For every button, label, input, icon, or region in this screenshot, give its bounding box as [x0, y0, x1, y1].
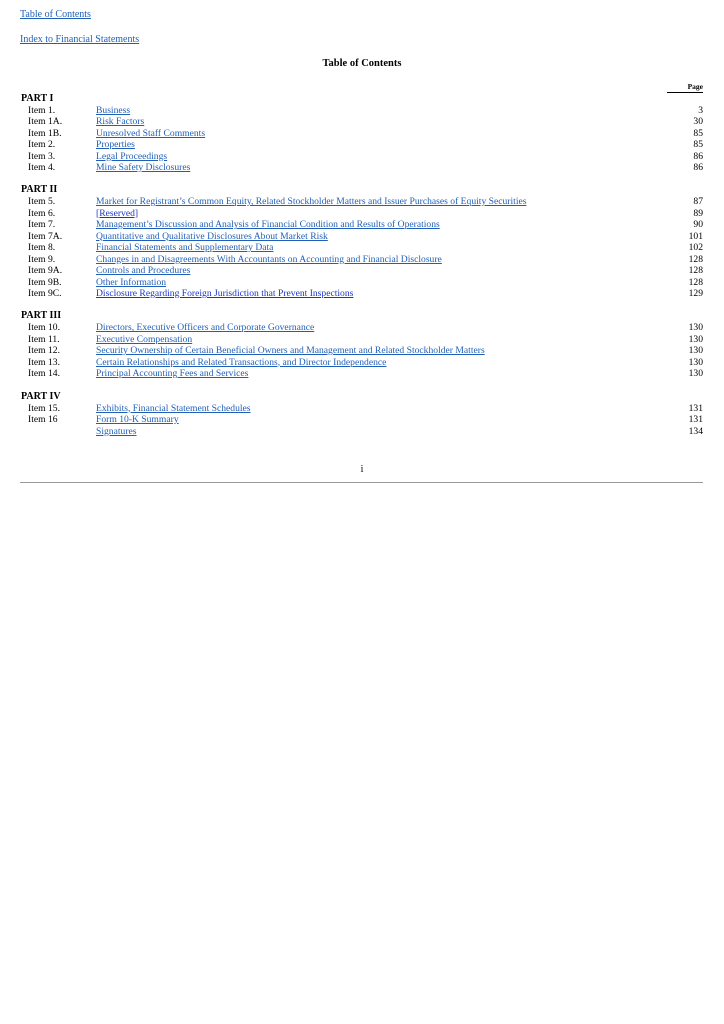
- item-number: Item 15.: [28, 402, 60, 414]
- page-number: 86: [693, 150, 703, 162]
- toc-entry-link[interactable]: Legal Proceedings: [96, 150, 168, 162]
- item-number: Item 7.: [28, 219, 56, 230]
- page-title: Table of Contents: [322, 58, 402, 69]
- toc-entry-link[interactable]: Management’s Discussion and Analysis of Financial Condition and Results of Operations: [96, 219, 440, 230]
- page-number: 130: [688, 356, 703, 368]
- page-number: 89: [693, 207, 703, 219]
- page-number: 87: [693, 196, 703, 207]
- toc-row: [0, 265, 724, 277]
- page-number: 130: [688, 322, 703, 333]
- toc-row: [0, 357, 724, 369]
- toc-entry-link[interactable]: Exhibits, Financial Statement Schedules: [96, 402, 251, 414]
- index-to-financial-statements-link[interactable]: Index to Financial Statements: [20, 34, 140, 45]
- toc-entry-link[interactable]: Unresolved Staff Comments: [96, 127, 206, 139]
- toc-row: [0, 116, 724, 128]
- page-number: 131: [688, 414, 703, 425]
- item-number: Item 2.: [28, 139, 56, 150]
- item-number: Item 9B.: [28, 276, 62, 288]
- item-number: Item 14.: [28, 368, 60, 379]
- page-number: 101: [688, 230, 703, 242]
- toc-row: [0, 426, 724, 438]
- footer-page-number: i: [360, 464, 364, 475]
- toc-row: [0, 219, 724, 231]
- toc-row: [0, 403, 724, 415]
- toc-entry-link[interactable]: Principal Accounting Fees and Services: [96, 368, 249, 379]
- item-number: Item 9C.: [28, 288, 62, 299]
- toc-row: [0, 196, 724, 208]
- toc-row: [0, 105, 724, 117]
- toc-entry-link[interactable]: Controls and Procedures: [96, 265, 191, 276]
- toc-row: [0, 254, 724, 266]
- toc-row: [0, 231, 724, 243]
- toc-entry-link[interactable]: Directors, Executive Officers and Corporate Governance: [96, 322, 315, 333]
- page-number: 130: [688, 333, 703, 345]
- toc-row: [0, 128, 724, 140]
- part-heading: PART I: [21, 93, 54, 104]
- item-number: Item 3.: [28, 150, 56, 162]
- part-heading: PART III: [21, 310, 62, 321]
- toc-entry-link[interactable]: Signatures: [96, 425, 137, 437]
- toc-entry-link[interactable]: Other Information: [96, 276, 167, 288]
- toc-row: [0, 208, 724, 220]
- item-number: Item 12.: [28, 345, 60, 356]
- item-number: Item 1B.: [28, 127, 62, 139]
- part-heading: PART IV: [21, 391, 61, 402]
- item-number: Item 1A.: [28, 116, 63, 127]
- page-divider: [20, 482, 703, 483]
- part-heading: PART II: [21, 184, 58, 195]
- toc-entry-link[interactable]: Changes in and Disagreements With Accountants on Accounting and Financial Disclosure: [96, 253, 442, 265]
- toc-row: [0, 277, 724, 289]
- page-number: 134: [688, 425, 703, 437]
- toc-row: [0, 151, 724, 163]
- item-number: Item 8.: [28, 242, 56, 253]
- page-number: 128: [688, 265, 703, 276]
- page-number: 86: [693, 162, 703, 173]
- toc-row: [0, 139, 724, 151]
- toc-row: [0, 345, 724, 357]
- toc-entry-link[interactable]: Risk Factors: [96, 116, 145, 127]
- toc-entry-link[interactable]: Properties: [96, 139, 135, 150]
- page-number: 85: [693, 139, 703, 150]
- toc-row: [0, 288, 724, 300]
- toc-row: [0, 242, 724, 254]
- toc-entry-link[interactable]: Business: [96, 104, 131, 116]
- page-number: 85: [693, 127, 703, 139]
- item-number: Item 16: [28, 414, 58, 425]
- item-number: Item 5.: [28, 196, 56, 207]
- page-number: 130: [688, 368, 703, 379]
- table-of-contents-link[interactable]: Table of Contents: [20, 9, 91, 20]
- item-number: Item 9.: [28, 253, 56, 265]
- toc-entry-link[interactable]: Executive Compensation: [96, 333, 193, 345]
- item-number: Item 7A.: [28, 230, 63, 242]
- page-number: 129: [688, 288, 703, 299]
- item-number: Item 11.: [28, 333, 60, 345]
- toc-entry-link[interactable]: Quantitative and Qualitative Disclosures About Market Risk: [96, 230, 328, 242]
- item-number: Item 1.: [28, 104, 56, 116]
- page-number: 3: [698, 104, 703, 116]
- toc-entry-link[interactable]: Mine Safety Disclosures: [96, 162, 191, 173]
- toc-entry-link[interactable]: Security Ownership of Certain Beneficial Owners and Management and Related Stockholder Matters: [96, 345, 485, 356]
- page-number: 130: [688, 345, 703, 356]
- item-number: Item 13.: [28, 356, 60, 368]
- page-number: 30: [693, 116, 703, 127]
- page-column-header: Page: [667, 82, 703, 93]
- toc-entry-link[interactable]: Financial Statements and Supplementary Data: [96, 242, 274, 253]
- toc-entry-link[interactable]: [Reserved]: [96, 207, 139, 219]
- page-number: 90: [693, 219, 703, 230]
- item-number: Item 9A.: [28, 265, 63, 276]
- page-number: 128: [688, 276, 703, 288]
- page-number: 102: [688, 242, 703, 253]
- toc-row: [0, 162, 724, 174]
- toc-row: [0, 322, 724, 334]
- item-number: Item 6.: [28, 207, 56, 219]
- page-number: 131: [688, 402, 703, 414]
- item-number: Item 4.: [28, 162, 56, 173]
- toc-row: [0, 334, 724, 346]
- toc-row: [0, 414, 724, 426]
- toc-entry-link[interactable]: Market for Registrant’s Common Equity, Related Stockholder Matters and Issuer Purchases of Equity Securities: [96, 196, 527, 207]
- toc-entry-link[interactable]: Form 10-K Summary: [96, 414, 179, 425]
- toc-entry-link[interactable]: Disclosure Regarding Foreign Jurisdiction that Prevent Inspections: [96, 288, 354, 299]
- toc-row: [0, 368, 724, 380]
- item-number: Item 10.: [28, 322, 60, 333]
- page-number: 128: [688, 253, 703, 265]
- toc-entry-link[interactable]: Certain Relationships and Related Transactions, and Director Independence: [96, 356, 387, 368]
